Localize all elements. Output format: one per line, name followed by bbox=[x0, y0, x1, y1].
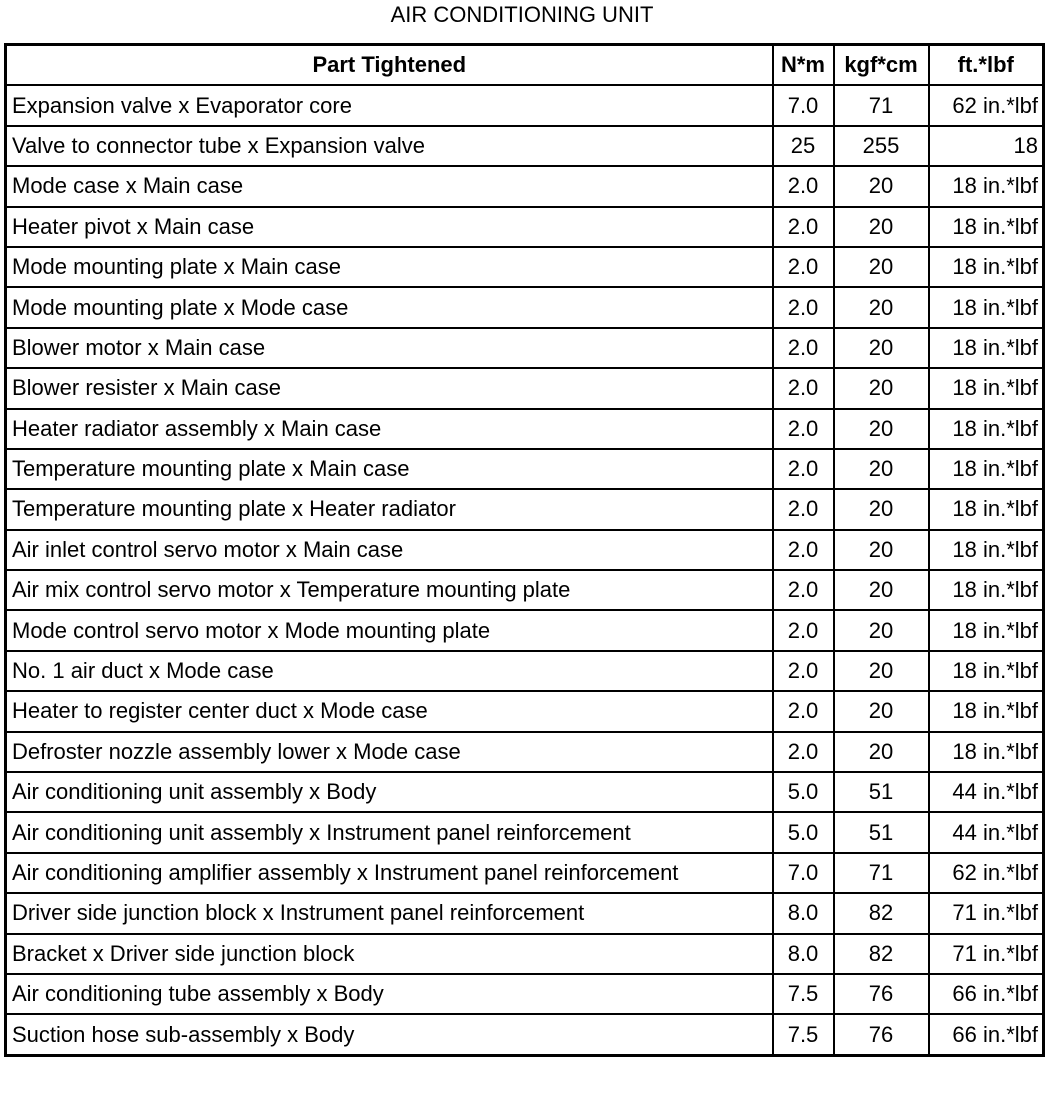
table-row bbox=[6, 85, 1044, 125]
table-row bbox=[6, 166, 1044, 206]
header-kgf-cm: kgf*cm bbox=[834, 45, 929, 86]
table-row bbox=[6, 368, 1044, 408]
cell-part: Driver side junction block x Instrument panel reinforcement bbox=[6, 893, 773, 933]
cell-part: Valve to connector tube x Expansion valve bbox=[6, 126, 773, 166]
cell-part: Air conditioning tube assembly x Body bbox=[6, 974, 773, 1014]
cell-part: Air conditioning amplifier assembly x Instrument panel reinforcement bbox=[6, 853, 773, 893]
cell-ft-lbf: 18 in.*lbf bbox=[929, 732, 1044, 772]
cell-part: No. 1 air duct x Mode case bbox=[6, 651, 773, 691]
table-row bbox=[6, 853, 1044, 893]
table-row bbox=[6, 530, 1044, 570]
cell-part: Heater radiator assembly x Main case bbox=[6, 409, 773, 449]
cell-nm: 5.0 bbox=[773, 772, 834, 812]
cell-part: Air conditioning unit assembly x Body bbox=[6, 772, 773, 812]
cell-nm: 2.0 bbox=[773, 166, 834, 206]
page-title: AIR CONDITIONING UNIT bbox=[390, 2, 654, 27]
cell-kgf-cm: 20 bbox=[834, 651, 929, 691]
table-row bbox=[6, 409, 1044, 449]
cell-nm: 2.0 bbox=[773, 247, 834, 287]
cell-kgf-cm: 51 bbox=[834, 812, 929, 852]
cell-nm: 7.0 bbox=[773, 853, 834, 893]
cell-part: Heater pivot x Main case bbox=[6, 207, 773, 247]
cell-kgf-cm: 20 bbox=[834, 732, 929, 772]
table-row bbox=[6, 449, 1044, 489]
cell-part: Mode control servo motor x Mode mounting plate bbox=[6, 610, 773, 650]
cell-kgf-cm: 20 bbox=[834, 610, 929, 650]
cell-ft-lbf: 18 in.*lbf bbox=[929, 530, 1044, 570]
cell-part: Air conditioning unit assembly x Instrument panel reinforcement bbox=[6, 812, 773, 852]
cell-nm: 25 bbox=[773, 126, 834, 166]
cell-kgf-cm: 71 bbox=[834, 853, 929, 893]
cell-ft-lbf: 62 in.*lbf bbox=[929, 853, 1044, 893]
cell-ft-lbf: 18 in.*lbf bbox=[929, 691, 1044, 731]
cell-ft-lbf: 71 in.*lbf bbox=[929, 934, 1044, 974]
cell-part: Bracket x Driver side junction block bbox=[6, 934, 773, 974]
cell-nm: 2.0 bbox=[773, 207, 834, 247]
cell-kgf-cm: 20 bbox=[834, 166, 929, 206]
cell-nm: 2.0 bbox=[773, 328, 834, 368]
cell-part: Air mix control servo motor x Temperature mounting plate bbox=[6, 570, 773, 610]
cell-kgf-cm: 20 bbox=[834, 247, 929, 287]
table-row bbox=[6, 691, 1044, 731]
cell-ft-lbf: 18 in.*lbf bbox=[929, 651, 1044, 691]
cell-ft-lbf: 18 in.*lbf bbox=[929, 207, 1044, 247]
cell-part: Mode case x Main case bbox=[6, 166, 773, 206]
table-row bbox=[6, 247, 1044, 287]
cell-kgf-cm: 20 bbox=[834, 409, 929, 449]
cell-kgf-cm: 76 bbox=[834, 974, 929, 1014]
cell-nm: 5.0 bbox=[773, 812, 834, 852]
cell-ft-lbf: 18 bbox=[929, 126, 1044, 166]
cell-part: Suction hose sub-assembly x Body bbox=[6, 1014, 773, 1055]
header-nm: N*m bbox=[773, 45, 834, 86]
cell-nm: 2.0 bbox=[773, 570, 834, 610]
cell-nm: 2.0 bbox=[773, 610, 834, 650]
cell-ft-lbf: 66 in.*lbf bbox=[929, 974, 1044, 1014]
cell-ft-lbf: 18 in.*lbf bbox=[929, 247, 1044, 287]
cell-ft-lbf: 71 in.*lbf bbox=[929, 893, 1044, 933]
cell-ft-lbf: 18 in.*lbf bbox=[929, 449, 1044, 489]
cell-part: Heater to register center duct x Mode case bbox=[6, 691, 773, 731]
cell-ft-lbf: 18 in.*lbf bbox=[929, 489, 1044, 529]
cell-kgf-cm: 20 bbox=[834, 530, 929, 570]
table-header-row bbox=[6, 45, 1044, 86]
cell-ft-lbf: 18 in.*lbf bbox=[929, 570, 1044, 610]
cell-nm: 7.5 bbox=[773, 1014, 834, 1055]
cell-part: Blower motor x Main case bbox=[6, 328, 773, 368]
table-row bbox=[6, 207, 1044, 247]
cell-kgf-cm: 20 bbox=[834, 328, 929, 368]
cell-part: Temperature mounting plate x Heater radiator bbox=[6, 489, 773, 529]
cell-ft-lbf: 44 in.*lbf bbox=[929, 812, 1044, 852]
cell-ft-lbf: 66 in.*lbf bbox=[929, 1014, 1044, 1055]
cell-kgf-cm: 20 bbox=[834, 489, 929, 529]
cell-kgf-cm: 20 bbox=[834, 368, 929, 408]
table-row bbox=[6, 651, 1044, 691]
table-row bbox=[6, 489, 1044, 529]
cell-kgf-cm: 71 bbox=[834, 85, 929, 125]
cell-ft-lbf: 18 in.*lbf bbox=[929, 610, 1044, 650]
header-ft-lbf: ft.*lbf bbox=[929, 45, 1044, 86]
cell-part: Blower resister x Main case bbox=[6, 368, 773, 408]
cell-ft-lbf: 62 in.*lbf bbox=[929, 85, 1044, 125]
cell-nm: 2.0 bbox=[773, 409, 834, 449]
cell-nm: 7.0 bbox=[773, 85, 834, 125]
cell-ft-lbf: 18 in.*lbf bbox=[929, 409, 1044, 449]
cell-nm: 2.0 bbox=[773, 368, 834, 408]
cell-nm: 2.0 bbox=[773, 691, 834, 731]
torque-spec-table bbox=[4, 43, 1045, 1057]
table-row bbox=[6, 610, 1044, 650]
cell-nm: 2.0 bbox=[773, 449, 834, 489]
cell-part: Air inlet control servo motor x Main case bbox=[6, 530, 773, 570]
cell-ft-lbf: 44 in.*lbf bbox=[929, 772, 1044, 812]
cell-kgf-cm: 76 bbox=[834, 1014, 929, 1055]
table-row bbox=[6, 570, 1044, 610]
table-row bbox=[6, 893, 1044, 933]
table-row bbox=[6, 974, 1044, 1014]
table-row bbox=[6, 287, 1044, 327]
cell-nm: 2.0 bbox=[773, 530, 834, 570]
cell-part: Defroster nozzle assembly lower x Mode case bbox=[6, 732, 773, 772]
table-row bbox=[6, 328, 1044, 368]
cell-kgf-cm: 51 bbox=[834, 772, 929, 812]
cell-nm: 8.0 bbox=[773, 893, 834, 933]
cell-ft-lbf: 18 in.*lbf bbox=[929, 328, 1044, 368]
cell-part: Mode mounting plate x Main case bbox=[6, 247, 773, 287]
cell-kgf-cm: 20 bbox=[834, 570, 929, 610]
cell-kgf-cm: 20 bbox=[834, 207, 929, 247]
table-row bbox=[6, 812, 1044, 852]
cell-part: Expansion valve x Evaporator core bbox=[6, 85, 773, 125]
table-row bbox=[6, 772, 1044, 812]
table-row bbox=[6, 1014, 1044, 1055]
cell-nm: 2.0 bbox=[773, 732, 834, 772]
table-row bbox=[6, 934, 1044, 974]
table-body bbox=[6, 85, 1044, 1055]
cell-part: Mode mounting plate x Mode case bbox=[6, 287, 773, 327]
cell-kgf-cm: 20 bbox=[834, 691, 929, 731]
cell-kgf-cm: 20 bbox=[834, 287, 929, 327]
cell-part: Temperature mounting plate x Main case bbox=[6, 449, 773, 489]
cell-ft-lbf: 18 in.*lbf bbox=[929, 368, 1044, 408]
cell-kgf-cm: 255 bbox=[834, 126, 929, 166]
cell-kgf-cm: 20 bbox=[834, 449, 929, 489]
cell-nm: 8.0 bbox=[773, 934, 834, 974]
table-row bbox=[6, 732, 1044, 772]
table-row bbox=[6, 126, 1044, 166]
cell-kgf-cm: 82 bbox=[834, 934, 929, 974]
cell-kgf-cm: 82 bbox=[834, 893, 929, 933]
cell-nm: 2.0 bbox=[773, 287, 834, 327]
header-part-tightened: Part Tightened bbox=[6, 45, 773, 86]
cell-nm: 2.0 bbox=[773, 489, 834, 529]
cell-ft-lbf: 18 in.*lbf bbox=[929, 287, 1044, 327]
cell-ft-lbf: 18 in.*lbf bbox=[929, 166, 1044, 206]
cell-nm: 7.5 bbox=[773, 974, 834, 1014]
cell-nm: 2.0 bbox=[773, 651, 834, 691]
